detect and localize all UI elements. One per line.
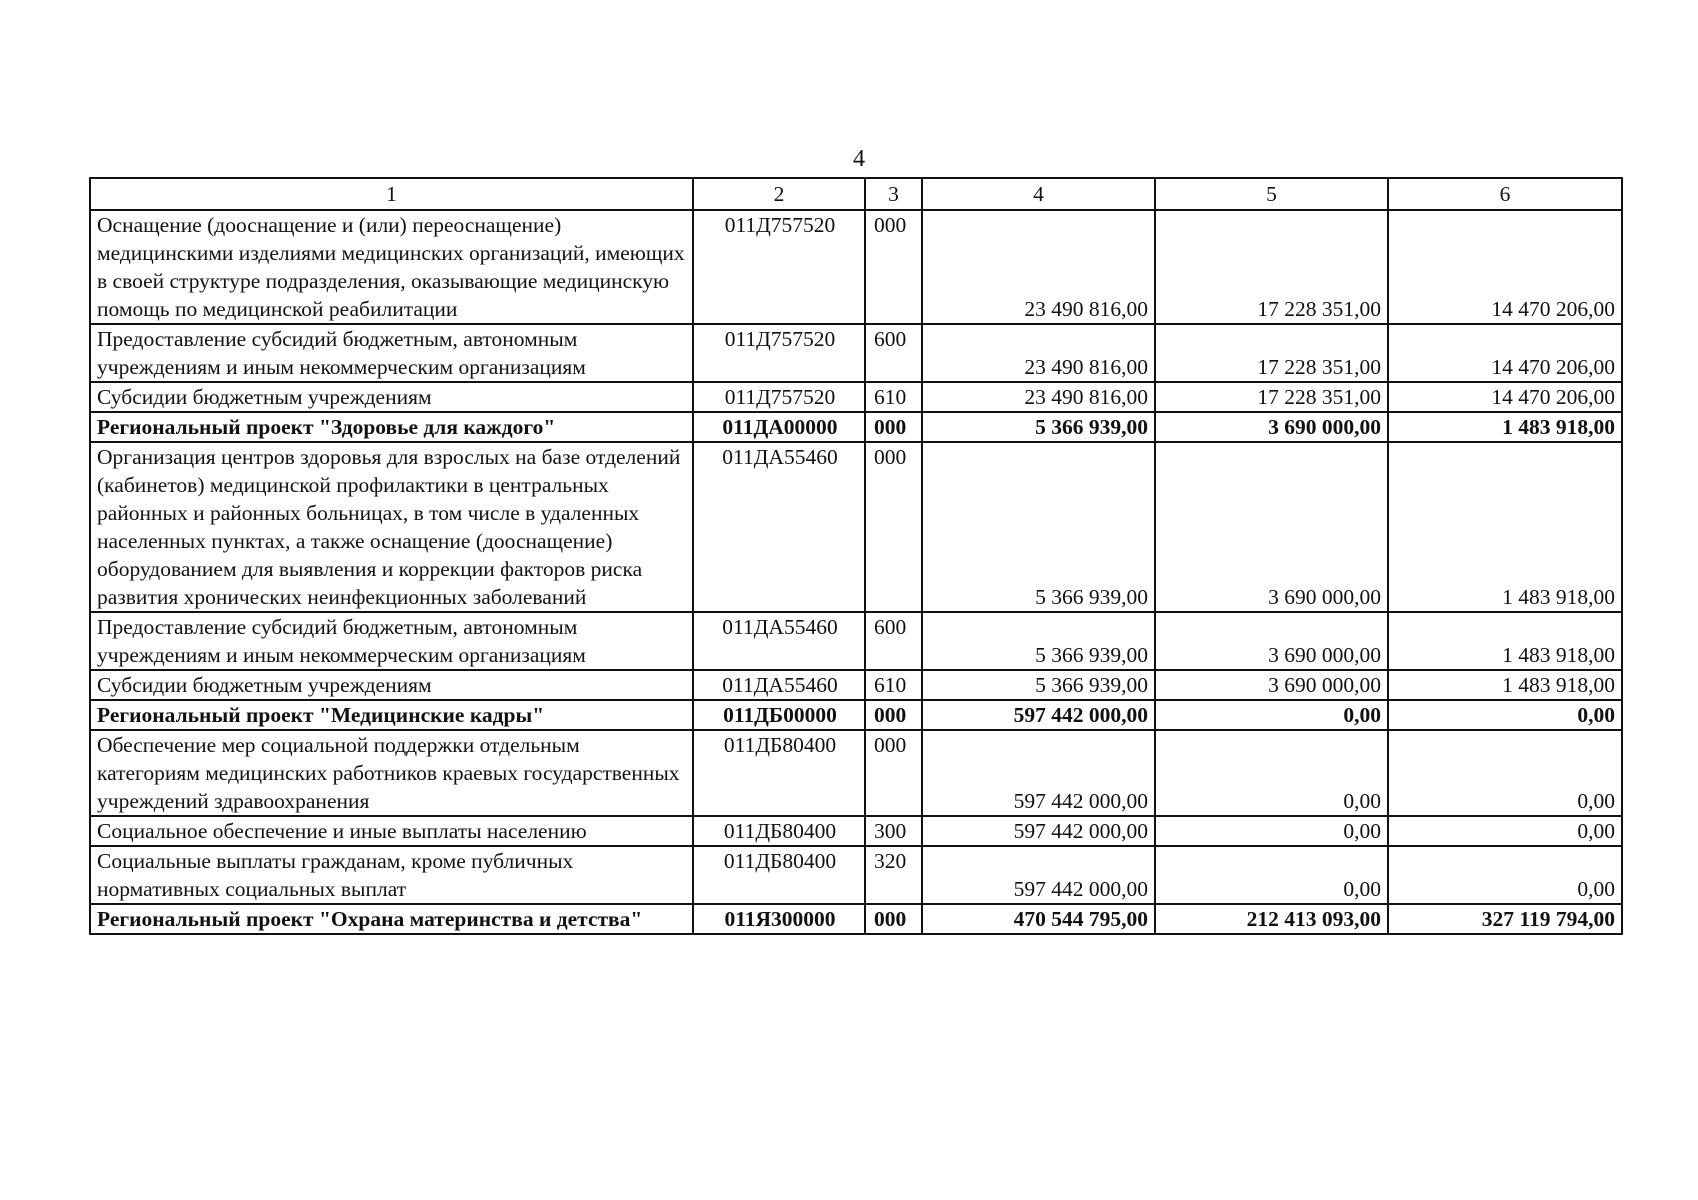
row-name-cell: Субсидии бюджетным учреждениям	[90, 382, 693, 412]
table-row	[90, 442, 1622, 612]
row-value-col6: 1 483 918,00	[1388, 442, 1622, 612]
row-name-cell: Предоставление субсидий бюджетным, автономным учреждениям и иным некоммерческим организациям	[90, 612, 693, 670]
budget-table	[89, 177, 1623, 935]
row-name-cell: Оснащение (дооснащение и (или) переоснащение) медицинскими изделиями медицинских организаций, имеющих в своей структуре подразделения, оказывающие медицинскую помощь по медицинской реабилитации	[90, 210, 693, 324]
row-code-cell: 011ДА55460	[693, 442, 865, 612]
table-row	[90, 382, 1622, 412]
row-value-col4: 23 490 816,00	[922, 210, 1155, 324]
row-name-cell: Региональный проект "Охрана материнства и детства"	[90, 904, 693, 934]
column-header: 5	[1155, 178, 1388, 210]
row-value-col6: 0,00	[1388, 730, 1622, 816]
row-name-cell: Региональный проект "Здоровье для каждого"	[90, 412, 693, 442]
row-type-cell: 600	[865, 324, 922, 382]
row-value-col5: 212 413 093,00	[1155, 904, 1388, 934]
row-type-cell: 000	[865, 904, 922, 934]
table-row-project	[90, 904, 1622, 934]
table-row	[90, 846, 1622, 904]
table-body	[90, 210, 1622, 934]
row-value-col5: 3 690 000,00	[1155, 670, 1388, 700]
row-value-col4: 597 442 000,00	[922, 846, 1155, 904]
row-type-cell: 000	[865, 730, 922, 816]
row-value-col6: 14 470 206,00	[1388, 382, 1622, 412]
row-code-cell: 011Д757520	[693, 382, 865, 412]
page-number: 4	[853, 146, 865, 172]
row-code-cell: 011ДБ00000	[693, 700, 865, 730]
column-header: 3	[865, 178, 922, 210]
row-value-col4: 597 442 000,00	[922, 700, 1155, 730]
row-name-cell: Обеспечение мер социальной поддержки отдельным категориям медицинских работников краевых государственных учреждений здравоохранения	[90, 730, 693, 816]
row-code-cell: 011Д757520	[693, 210, 865, 324]
row-value-col6: 327 119 794,00	[1388, 904, 1622, 934]
row-value-col4: 5 366 939,00	[922, 442, 1155, 612]
row-value-col4: 5 366 939,00	[922, 612, 1155, 670]
column-header: 1	[90, 178, 693, 210]
row-name-cell: Социальное обеспечение и иные выплаты населению	[90, 816, 693, 846]
column-header: 4	[922, 178, 1155, 210]
row-name-cell: Региональный проект "Медицинские кадры"	[90, 700, 693, 730]
row-value-col6: 0,00	[1388, 816, 1622, 846]
row-value-col6: 1 483 918,00	[1388, 612, 1622, 670]
row-value-col5: 17 228 351,00	[1155, 324, 1388, 382]
row-code-cell: 011Д757520	[693, 324, 865, 382]
row-name-cell: Социальные выплаты гражданам, кроме публичных нормативных социальных выплат	[90, 846, 693, 904]
row-value-col5: 3 690 000,00	[1155, 612, 1388, 670]
row-code-cell: 011ДБ80400	[693, 730, 865, 816]
table-header-row	[90, 178, 1622, 210]
table-row-project	[90, 700, 1622, 730]
column-header: 6	[1388, 178, 1622, 210]
row-code-cell: 011ДА55460	[693, 670, 865, 700]
table-row	[90, 210, 1622, 324]
row-value-col4: 23 490 816,00	[922, 382, 1155, 412]
table-row-project	[90, 412, 1622, 442]
table-row	[90, 670, 1622, 700]
row-value-col5: 0,00	[1155, 700, 1388, 730]
row-value-col4: 23 490 816,00	[922, 324, 1155, 382]
row-value-col6: 1 483 918,00	[1388, 412, 1622, 442]
column-header: 2	[693, 178, 865, 210]
row-code-cell: 011ДА00000	[693, 412, 865, 442]
row-value-col6: 1 483 918,00	[1388, 670, 1622, 700]
table-row	[90, 730, 1622, 816]
row-name-cell: Организация центров здоровья для взрослых на базе отделений (кабинетов) медицинской профилактики в центральных районных и районных больницах, в том числе в удаленных населенных пунктах, а также оснащение (дооснащение) оборудованием для выявления и коррекции факторов риска развития хронических неинфекционных заболеваний	[90, 442, 693, 612]
table-row	[90, 816, 1622, 846]
row-code-cell: 011ДБ80400	[693, 816, 865, 846]
row-type-cell: 000	[865, 412, 922, 442]
row-value-col6: 0,00	[1388, 846, 1622, 904]
row-type-cell: 610	[865, 382, 922, 412]
row-type-cell: 000	[865, 210, 922, 324]
row-value-col6: 14 470 206,00	[1388, 210, 1622, 324]
row-code-cell: 011Я300000	[693, 904, 865, 934]
row-value-col5: 3 690 000,00	[1155, 442, 1388, 612]
row-value-col5: 17 228 351,00	[1155, 382, 1388, 412]
row-type-cell: 610	[865, 670, 922, 700]
row-type-cell: 320	[865, 846, 922, 904]
row-type-cell: 000	[865, 442, 922, 612]
row-value-col4: 5 366 939,00	[922, 412, 1155, 442]
table-row	[90, 612, 1622, 670]
row-value-col4: 470 544 795,00	[922, 904, 1155, 934]
row-type-cell: 000	[865, 700, 922, 730]
row-value-col5: 0,00	[1155, 846, 1388, 904]
row-name-cell: Предоставление субсидий бюджетным, автономным учреждениям и иным некоммерческим организациям	[90, 324, 693, 382]
row-value-col6: 14 470 206,00	[1388, 324, 1622, 382]
row-name-cell: Субсидии бюджетным учреждениям	[90, 670, 693, 700]
row-code-cell: 011ДА55460	[693, 612, 865, 670]
row-value-col4: 597 442 000,00	[922, 730, 1155, 816]
row-value-col5: 3 690 000,00	[1155, 412, 1388, 442]
row-type-cell: 300	[865, 816, 922, 846]
row-type-cell: 600	[865, 612, 922, 670]
row-value-col4: 597 442 000,00	[922, 816, 1155, 846]
row-code-cell: 011ДБ80400	[693, 846, 865, 904]
table-row	[90, 324, 1622, 382]
row-value-col4: 5 366 939,00	[922, 670, 1155, 700]
row-value-col5: 17 228 351,00	[1155, 210, 1388, 324]
row-value-col5: 0,00	[1155, 816, 1388, 846]
row-value-col5: 0,00	[1155, 730, 1388, 816]
row-value-col6: 0,00	[1388, 700, 1622, 730]
